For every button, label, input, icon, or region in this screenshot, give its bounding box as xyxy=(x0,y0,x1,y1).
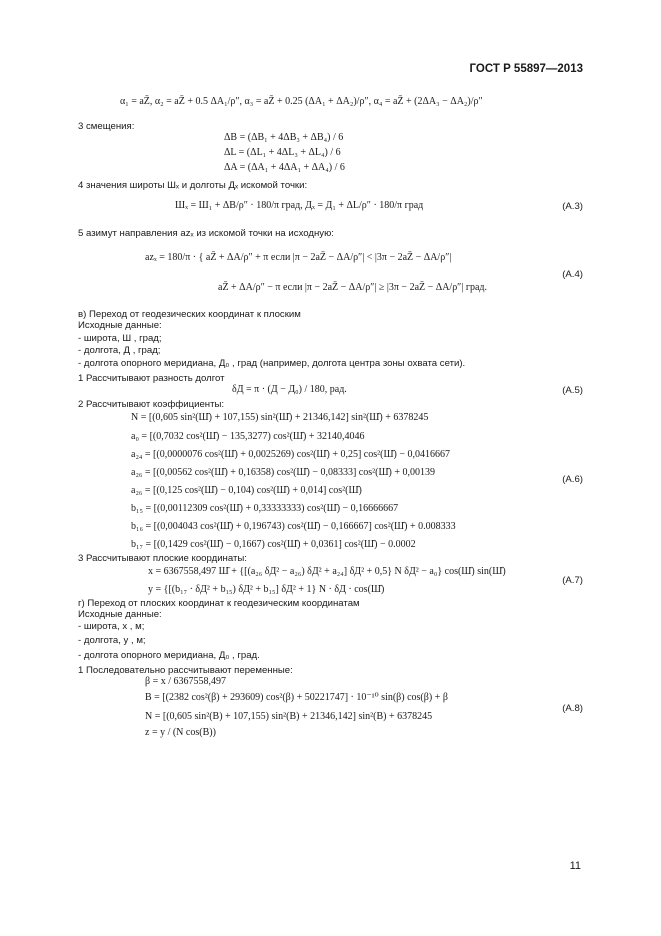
formula-line-dA: ΔA = (ΔA₁ + 4ΔA₁ + ΔA₄) / 6 xyxy=(224,162,345,173)
doc-header: ГОСТ Р 55897—2013 xyxy=(469,63,583,75)
equation-number: (А.4) xyxy=(562,269,583,280)
equation-number: (А.3) xyxy=(562,201,583,212)
equation-number: (А.6) xyxy=(562,474,583,485)
formula-line-k1: N = [(0,605 sin²(Ш̄) + 107,155) sin²(Ш̄) + 21346,142] sin²(Ш̄) + 6378245 xyxy=(131,412,429,423)
text-line-s_v: в) Переход от геодезических координат к плоским xyxy=(78,309,301,320)
equation-number: (А.8) xyxy=(562,703,583,714)
formula-line-v4: z = y / (N cos(B)) xyxy=(145,727,216,738)
formula-line-k8: b₁₇ = [(0,1429 cos²(Ш̄) − 0,1667) cos²(Ш̄) + 0,0361] cos²(Ш̄) − 0.0002 xyxy=(131,539,416,550)
text-line-r1: 1 Рассчитывают разность долгот xyxy=(78,373,225,384)
formula-line-v1: β = x / 6367558,497 xyxy=(145,676,227,687)
text-line-s_g2: - широта, x , м; xyxy=(78,621,145,632)
formula-line-k3: a₂₄ = [(0,0000076 cos²(Ш̄) + 0,0025269) cos²(Ш̄) + 0,25] cos²(Ш̄) − 0,0416667 xyxy=(131,449,451,460)
equation-number: (А.5) xyxy=(562,385,583,396)
formula-line-k5: a₂₆ = [(0,125 cos²(Ш̄) − 0,104) cos²(Ш̄) + 0,014] cos²(Ш̄) xyxy=(131,485,362,496)
text-line-s_v2: - широта, Ш , град; xyxy=(78,333,162,344)
text-line-h4: 4 значения широты Шₓ и долготы Дₓ искомой точки: xyxy=(78,180,308,191)
text-line-r4: 1 Последовательно рассчитывают переменные: xyxy=(78,665,293,676)
formula-line-k6: b₁₅ = [(0,00112309 cos²(Ш̄) + 0,33333333) cos²(Ш̄) − 0,16666667 xyxy=(131,503,399,514)
formula-line-c2: y = {[(b₁₇ · δД² + b₁₅) δД² + b₁₅] δД² + 1} N · δД · cos(Ш̄) xyxy=(148,584,385,595)
formula-line-k4: a₂₆ = [(0,00562 cos²(Ш̄) + 0,16358) cos²(Ш̄) − 0,08333] cos²(Ш̄) + 0,00139 xyxy=(131,467,436,478)
text-line-s_g1: Исходные данные: xyxy=(78,609,162,620)
formula-line-c1: x = 6367558,497 Ш̄ + {[(a₂₆ δД² − a₂₆) δД² + a₂₄] δД² + 0,5} N δД² − a₀} cos(Ш̄) sin(Ш̄) xyxy=(148,566,506,577)
text-line-r3: 3 Рассчитывают плоские координаты: xyxy=(78,553,247,564)
text-line-s_v1: Исходные данные: xyxy=(78,320,162,331)
formula-line-k2: a₀ = [(0,7032 cos²(Ш̄) − 135,3277) cos²(Ш̄) + 32140,4046 xyxy=(131,431,365,442)
text-line-h3: 3 смещения: xyxy=(78,121,135,132)
formula-line-a4a: azₓ = 180/π · { aZ̄ + ΔA/ρ″ + π если |π − 2aZ̄ − ΔA/ρ″| < |3π − 2aZ̄ − ΔA/ρ″| xyxy=(145,252,452,263)
text-line-s_v3: - долгота, Д , град; xyxy=(78,345,161,356)
text-line-h5: 5 азимут направления azₓ из искомой точки на исходную: xyxy=(78,228,334,239)
formula-line-k7: b₁₆ = [(0,004043 cos²(Ш̄) + 0,196743) cos²(Ш̄) − 0,166667] cos²(Ш̄) + 0.008333 xyxy=(131,521,456,532)
text-line-s_g: г) Переход от плоских координат к геодезическим координатам xyxy=(78,598,360,609)
formula-line-v3: N = [(0,605 sin²(B) + 107,155) sin²(B) + 21346,142] sin²(B) + 6378245 xyxy=(145,711,433,722)
formula-line-a5f: δД = π · (Д − Д₀) / 180, рад. xyxy=(232,384,347,395)
formula-line-v2: B = [(2382 cos²(β) + 293609) cos²(β) + 50221747] · 10⁻¹⁰ sin(β) cos(β) + β xyxy=(145,692,448,703)
equation-number: (А.7) xyxy=(562,575,583,586)
page-number: 11 xyxy=(569,860,581,872)
text-line-s_g3: - долгота, y , м; xyxy=(78,635,146,646)
formula-line-dL: ΔL = (ΔL₁ + 4ΔL₃ + ΔL₄) / 6 xyxy=(224,147,341,158)
text-line-r2: 2 Рассчитывают коэффициенты: xyxy=(78,399,225,410)
formula-line-a4b: aZ̄ + ΔA/ρ″ − π если |π − 2aZ̄ − ΔA/ρ″| ≥ |3π − 2aZ̄ − ΔA/ρ″| град. xyxy=(218,282,487,293)
text-line-s_g4: - долгота опорного меридиана, Д₀ , град. xyxy=(78,650,260,661)
formula-line-a3f: Шₓ = Ш₁ + ΔB/ρ″ · 180/π град, Дₓ = Д₁ + ΔL/ρ″ · 180/π град xyxy=(175,200,424,211)
text-line-s_v4: - долгота опорного меридиана, Д₀ , град (например, долгота центра зоны охвата сети). xyxy=(78,358,466,369)
formula-line-alpha: α₁ = aZ̄, α₂ = aZ̄ + 0.5 ΔA₁/ρ″, α₃ = aZ̄ + 0.25 (ΔA₁ + ΔA₂)/ρ″, α₄ = aZ̄ + (2ΔA₃ − ΔA₂)/ρ″ xyxy=(120,96,483,107)
formula-line-dB: ΔB = (ΔB₁ + 4ΔB₃ + ΔB₄) / 6 xyxy=(224,132,344,143)
